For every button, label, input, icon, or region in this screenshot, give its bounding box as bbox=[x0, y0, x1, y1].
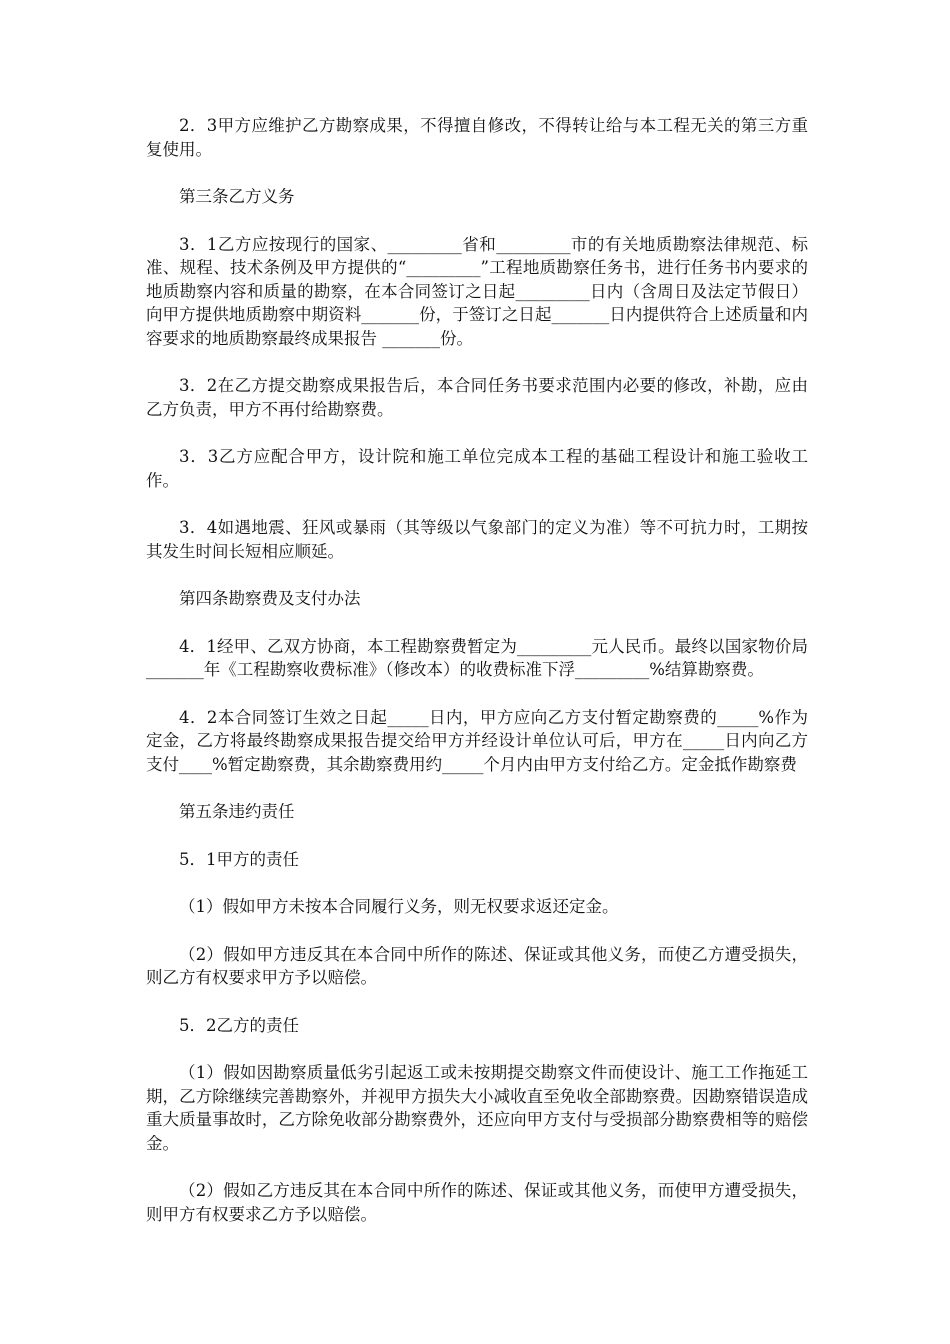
clause-4-1: 4．1经甲、乙双方协商，本工程勘察费暂定为_________元人民币。最终以国家物价局_______年《工程勘察收费标准》（修改本）的收费标准下浮_________%结算勘察费。 bbox=[146, 636, 808, 679]
clause-3-3: 3．3乙方应配合甲方，设计院和施工单位完成本工程的基础工程设计和施工验收工作。 bbox=[146, 447, 808, 490]
article-4-heading: 第四条勘察费及支付办法 bbox=[179, 589, 361, 608]
clause-2-3: 2．3甲方应维护乙方勘察成果，不得擅自修改，不得转让给与本工程无关的第三方重复使用。 bbox=[146, 116, 808, 159]
document-page bbox=[146, 114, 808, 1250]
clause-5-2-heading: 5．2乙方的责任 bbox=[179, 1015, 299, 1035]
clause-5-1-item-2: （2）假如甲方违反其在本合同中所作的陈述、保证或其他义务，而使乙方遭受损失，则乙方有权要求甲方予以赔偿。 bbox=[146, 944, 808, 987]
clause-4-2: 4．2本合同签订生效之日起_____日内，甲方应向乙方支付暂定勘察费的_____%作为定金，乙方将最终勘察成果报告提交给甲方并经设计单位认可后，甲方在_____日内向乙方支付____%暂定勘察费，其余勘察费用约_____个月内由甲方支付给乙方。定金抵作勘察费 bbox=[146, 707, 808, 774]
article-5-heading: 第五条违约责任 bbox=[179, 802, 295, 821]
clause-3-4: 3．4如遇地震、狂风或暴雨（其等级以气象部门的定义为准）等不可抗力时，工期按其发生时间长短相应顺延。 bbox=[146, 518, 808, 561]
clause-3-2: 3．2在乙方提交勘察成果报告后，本合同任务书要求范围内必要的修改，补勘，应由乙方负责，甲方不再付给勘察费。 bbox=[146, 376, 808, 419]
clause-5-1-item-1: （1）假如甲方未按本合同履行义务，则无权要求返还定金。 bbox=[179, 897, 619, 916]
article-3-heading: 第三条乙方义务 bbox=[179, 187, 295, 206]
clause-5-2-item-1: （1）假如因勘察质量低劣引起返工或未按期提交勘察文件而使设计、施工工作拖延工期，乙方除继续完善勘察外，并视甲方损失大小减收直至免收全部勘察费。因勘察错误造成重大质量事故时，乙方除免收部分勘察费外，还应向甲方支付与受损部分勘察费相等的赔偿金。 bbox=[146, 1063, 808, 1153]
clause-3-1: 3．1乙方应按现行的国家、_________省和_________市的有关地质勘察法律规范、标准、规程、技术条例及甲方提供的“_________”工程地质勘察任务书，进行任务书内要求的地质勘察内容和质量的勘察，在本合同签订之日起_________日内（含周日及法定节假日）向甲方提供地质勘察中期资料_______份，于签订之日起_______日内提供符合上述质量和内容要求的地质勘察最终成果报告 _______份。 bbox=[146, 234, 808, 348]
clause-5-2-item-2: （2）假如乙方违反其在本合同中所作的陈述、保证或其他义务，而使甲方遭受损失，则甲方有权要求乙方予以赔偿。 bbox=[146, 1181, 808, 1224]
clause-5-1-heading: 5．1甲方的责任 bbox=[179, 849, 299, 869]
